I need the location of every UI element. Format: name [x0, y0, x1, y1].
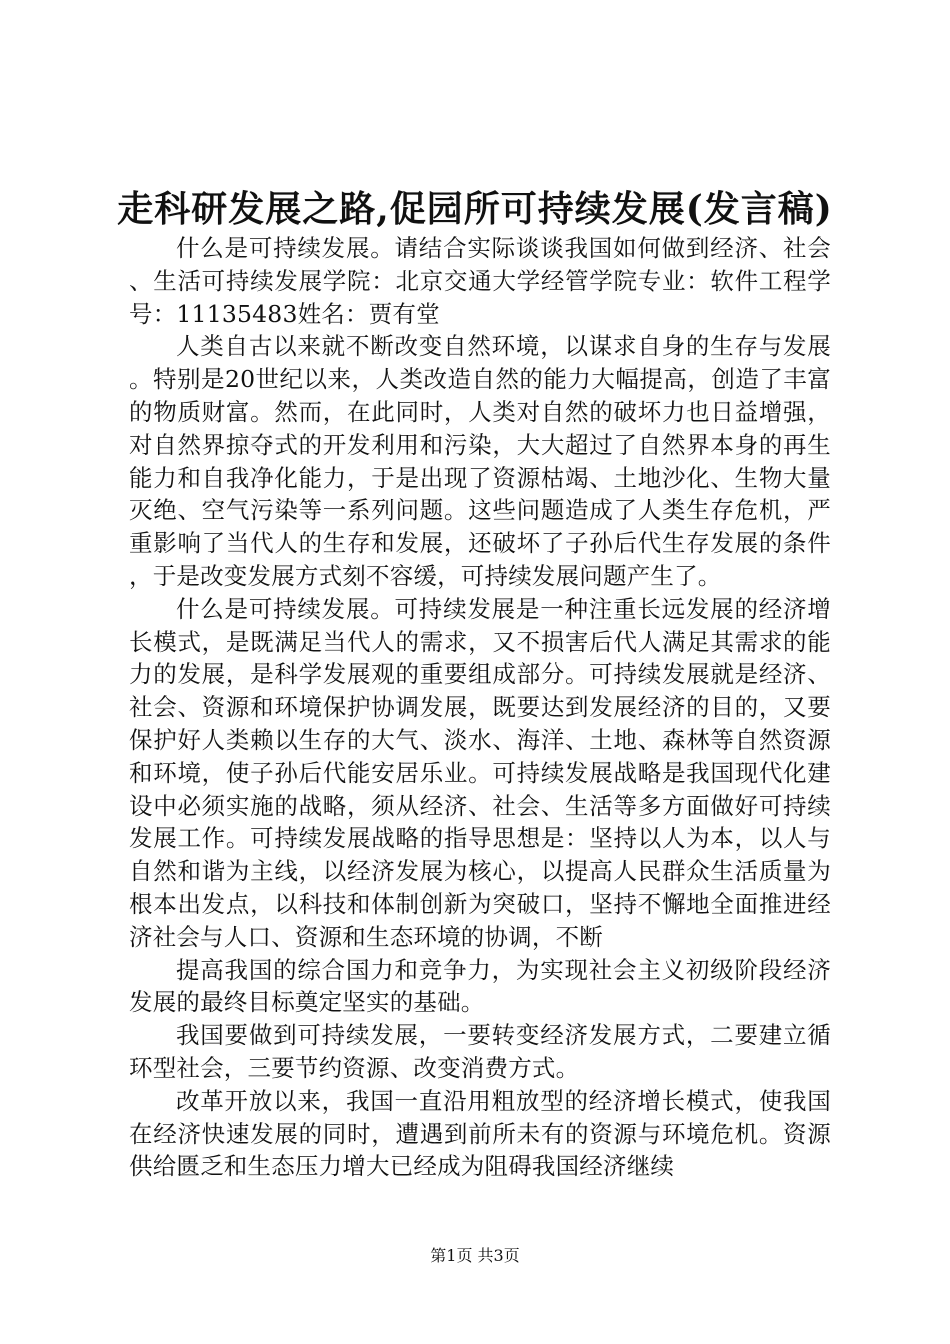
page-number-footer: 第1页 共3页 [430, 1246, 520, 1265]
document-title: 走科研发展之路,促园所可持续发展(发言稿) [117, 188, 833, 230]
paragraph-background: 人类自古以来就不断改变自然环境，以谋求自身的生存与发展。特别是20世纪以来，人类改造自然的能力大幅提高，创造了丰富的物质财富。然而，在此同时，人类对自然的破坏力也日益增强，对自然界掠夺式的开发利用和污染，大大超过了自然界本身的再生能力和自我净化能力，于是出现了资源枯竭、土地沙化、生物大量灭绝、空气污染等一系列问题。这些问题造成了人类生存危机，严重影响了当代人的生存和发展，还破坏了子孙后代生存发展的条件，于是改变发展方式刻不容缓，可持续发展问题产生了。 [129, 332, 831, 590]
document-body [129, 232, 831, 1183]
paragraph-approach: 我国要做到可持续发展，一要转变经济发展方式，二要建立循环型社会，三要节约资源、改变消费方式。 [129, 1021, 831, 1082]
paragraph-definition: 什么是可持续发展。可持续发展是一种注重长远发展的经济增长模式，是既满足当代人的需求，又不损害后代人满足其需求的能力的发展，是科学发展观的重要组成部分。可持续发展就是经济、社会、资源和环境保护协调发展，既要达到发展经济的目的，又要保护好人类赖以生存的大气、淡水、海洋、土地、森林等自然资源和环境，使子孙后代能安居乐业。可持续发展战略是我国现代化建设中必须实施的战略，须从经济、社会、生活等多方面做好可持续发展工作。可持续发展战略的指导思想是：坚持以人为本，以人与自然和谐为主线，以经济发展为核心，以提高人民群众生活质量为根本出发点，以科技和体制创新为突破口，坚持不懈地全面推进经济社会与人口、资源和生态环境的协调，不断 [129, 594, 831, 951]
paragraph-goal: 提高我国的综合国力和竞争力，为实现社会主义初级阶段经济发展的最终目标奠定坚实的基础。 [129, 955, 831, 1017]
paragraph-intro: 什么是可持续发展。请结合实际谈谈我国如何做到经济、社会、生活可持续发展学院：北京交通大学经管学院专业：软件工程学号：11135483姓名：贾有堂 [129, 234, 831, 328]
paragraph-reform: 改革开放以来，我国一直沿用粗放型的经济增长模式，使我国在经济快速发展的同时，遭遇到前所未有的资源与环境危机。资源供给匮乏和生态压力增大已经成为阻碍我国经济继续 [129, 1086, 831, 1181]
